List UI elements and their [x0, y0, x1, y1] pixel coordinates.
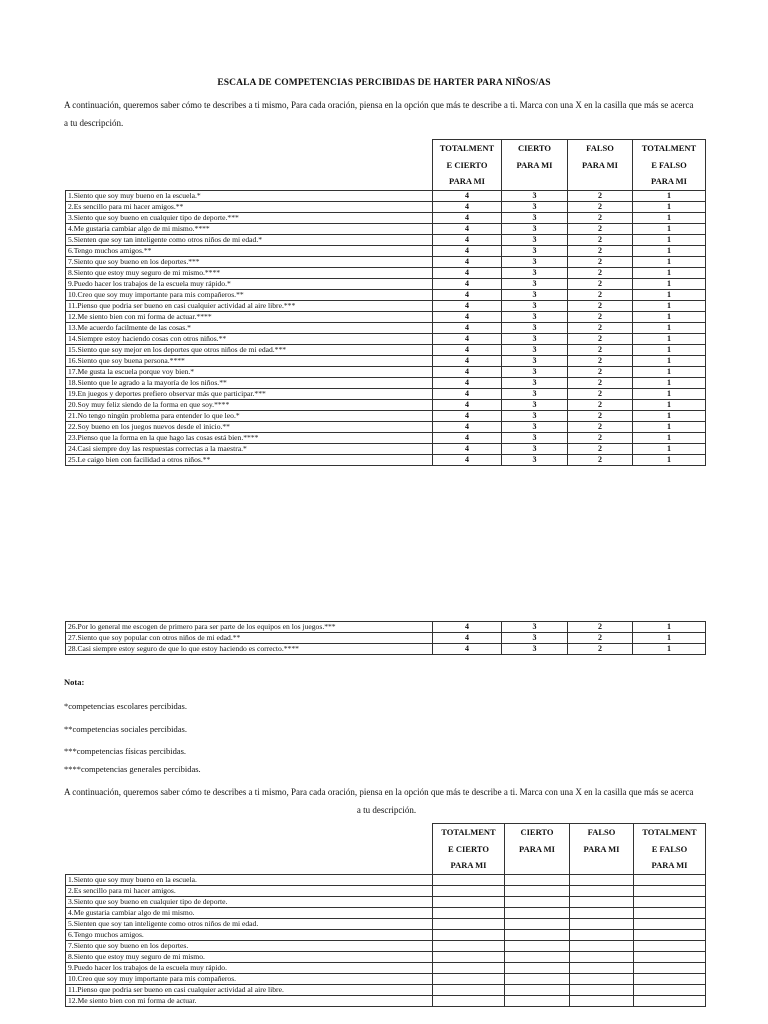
- score-cell: 4: [433, 278, 502, 289]
- score-cell: 1: [633, 377, 706, 388]
- item-statement: 28.Casi siempre estoy seguro de que lo que estoy haciendo es correcto.****: [66, 644, 433, 655]
- answer-checkbox-cell[interactable]: [570, 874, 634, 885]
- score-cell: 1: [633, 644, 706, 655]
- score-cell: 3: [502, 278, 568, 289]
- score-cell: 4: [433, 388, 502, 399]
- answer-checkbox-cell[interactable]: [505, 984, 570, 995]
- score-cell: 1: [633, 223, 706, 234]
- item-statement: 1.Siento que soy muy bueno en la escuela.*: [66, 190, 433, 201]
- score-cell: 4: [433, 311, 502, 322]
- score-cell: 1: [633, 622, 706, 633]
- score-cell: 1: [633, 399, 706, 410]
- answer-checkbox-cell[interactable]: [505, 907, 570, 918]
- answer-checkbox-cell[interactable]: [570, 995, 634, 1006]
- score-cell: 3: [502, 311, 568, 322]
- score-cell: 2: [568, 212, 633, 223]
- item-statement: 17.Me gusta la escuela porque voy bien.*: [66, 366, 433, 377]
- score-cell: 1: [633, 366, 706, 377]
- answer-row: [66, 973, 706, 984]
- score-cell: 3: [502, 201, 568, 212]
- item-statement: 23.Pienso que la forma en la que hago las cosas está bien.****: [66, 432, 433, 443]
- answer-checkbox-cell[interactable]: [570, 951, 634, 962]
- score-cell: 1: [633, 212, 706, 223]
- intro-paragraph: [64, 96, 709, 132]
- table-row: [66, 344, 706, 355]
- score-cell: 2: [568, 333, 633, 344]
- score-cell: 3: [502, 432, 568, 443]
- score-cell: 2: [568, 410, 633, 421]
- note-escolares: *competencias escolares percibidas.: [64, 701, 187, 711]
- item-statement: 10.Creo que soy muy importante para mis compañeros.: [66, 973, 433, 984]
- item-statement: 11.Pienso que podria ser bueno en casi cualquier actividad al aire libre.***: [66, 300, 433, 311]
- item-statement: 7.Siento que soy bueno en los deportes.***: [66, 256, 433, 267]
- table-row: [66, 201, 706, 212]
- table-row: [66, 410, 706, 421]
- score-cell: 2: [568, 644, 633, 655]
- table-row: [66, 190, 706, 201]
- score-cell: 2: [568, 311, 633, 322]
- item-statement: 22.Soy bueno en los juegos nuevos desde el inicio.**: [66, 421, 433, 432]
- answer-checkbox-cell[interactable]: [570, 907, 634, 918]
- answer-checkbox-cell[interactable]: [433, 973, 505, 984]
- score-cell: 3: [502, 443, 568, 454]
- answer-checkbox-cell[interactable]: [634, 885, 706, 896]
- score-cell: 4: [433, 410, 502, 421]
- answer-row: [66, 984, 706, 995]
- table-row: [66, 267, 706, 278]
- score-cell: 4: [433, 190, 502, 201]
- item-statement: 4.Me gustaria cambiar algo de mi mismo.: [66, 907, 433, 918]
- score-cell: 2: [568, 234, 633, 245]
- answer-checkbox-cell[interactable]: [634, 940, 706, 951]
- score-cell: 3: [502, 223, 568, 234]
- score-cell: 3: [502, 190, 568, 201]
- score-cell: 1: [633, 256, 706, 267]
- answer-header-blank-cell: [66, 824, 433, 875]
- answer-checkbox-cell[interactable]: [433, 896, 505, 907]
- score-cell: 4: [433, 622, 502, 633]
- answer-row: [66, 940, 706, 951]
- score-cell: 4: [433, 256, 502, 267]
- answer-row: [66, 896, 706, 907]
- score-cell: 2: [568, 622, 633, 633]
- header-totalmente-falso: TOTALMENT E FALSO PARA MI: [633, 140, 706, 191]
- table-row: [66, 300, 706, 311]
- score-cell: 3: [502, 355, 568, 366]
- item-statement: 11.Pienso que podria ser bueno en casi cualquier actividad al aire libre.: [66, 984, 433, 995]
- item-statement: 19.En juegos y deportes prefiero observar más que participar.***: [66, 388, 433, 399]
- header-cierto: CIERTO PARA MI: [502, 140, 568, 191]
- table-row: [66, 644, 706, 655]
- score-cell: 4: [433, 212, 502, 223]
- score-cell: 3: [502, 245, 568, 256]
- answer-checkbox-cell[interactable]: [570, 940, 634, 951]
- score-cell: 4: [433, 344, 502, 355]
- table-row: [66, 311, 706, 322]
- score-cell: 2: [568, 344, 633, 355]
- score-cell: 4: [433, 421, 502, 432]
- score-cell: 2: [568, 421, 633, 432]
- item-statement: 12.Me siento bien con mi forma de actuar.: [66, 995, 433, 1006]
- scale-table-2: [65, 621, 706, 655]
- table-row: [66, 421, 706, 432]
- score-cell: 3: [502, 633, 568, 644]
- answer-header-totalmente-falso: TOTALMENT E FALSO PARA MI: [634, 824, 706, 875]
- score-cell: 3: [502, 234, 568, 245]
- score-cell: 2: [568, 278, 633, 289]
- note-sociales: **competencias sociales percibidas.: [64, 724, 187, 734]
- score-cell: 1: [633, 190, 706, 201]
- item-statement: 14.Siempre estoy haciendo cosas con otros niños.**: [66, 333, 433, 344]
- score-cell: 1: [633, 322, 706, 333]
- intro-line-2: a tu descripción.: [64, 118, 124, 128]
- score-cell: 4: [433, 300, 502, 311]
- score-cell: 3: [502, 421, 568, 432]
- note-fisicas: ***competencias físicas percibidas.: [64, 746, 187, 756]
- answer-row: [66, 918, 706, 929]
- answer-checkbox-cell[interactable]: [634, 907, 706, 918]
- score-cell: 2: [568, 355, 633, 366]
- score-cell: 1: [633, 267, 706, 278]
- item-statement: 5.Sienten que soy tan inteligente como otros niños de mi edad.*: [66, 234, 433, 245]
- table-row: [66, 333, 706, 344]
- answer-checkbox-cell[interactable]: [505, 951, 570, 962]
- score-cell: 3: [502, 300, 568, 311]
- table-row: [66, 399, 706, 410]
- answer-table: [65, 823, 706, 1007]
- answer-checkbox-cell[interactable]: [634, 995, 706, 1006]
- answer-checkbox-cell[interactable]: [634, 918, 706, 929]
- table-row: [66, 454, 706, 465]
- score-cell: 3: [502, 333, 568, 344]
- header-blank-cell: [66, 140, 433, 191]
- score-cell: 3: [502, 377, 568, 388]
- score-cell: 4: [433, 432, 502, 443]
- answer-row: [66, 929, 706, 940]
- score-cell: 4: [433, 333, 502, 344]
- answer-checkbox-cell[interactable]: [505, 973, 570, 984]
- item-statement: 3.Siento que soy bueno en cualquier tipo de deporte.***: [66, 212, 433, 223]
- score-cell: 4: [433, 322, 502, 333]
- note-generales: ****competencias generales percibidas.: [64, 764, 201, 774]
- score-cell: 3: [502, 388, 568, 399]
- score-cell: 3: [502, 322, 568, 333]
- score-cell: 3: [502, 212, 568, 223]
- answer-checkbox-cell[interactable]: [634, 896, 706, 907]
- answer-checkbox-cell[interactable]: [433, 995, 505, 1006]
- table-row: [66, 622, 706, 633]
- score-cell: 2: [568, 366, 633, 377]
- score-cell: 1: [633, 421, 706, 432]
- table-row: [66, 212, 706, 223]
- score-cell: 1: [633, 245, 706, 256]
- table-row: [66, 289, 706, 300]
- table-row: [66, 633, 706, 644]
- score-cell: 4: [433, 201, 502, 212]
- item-statement: 13.Me acuerdo facilmente de las cosas.*: [66, 322, 433, 333]
- item-statement: 6.Tengo muchos amigos.: [66, 929, 433, 940]
- item-statement: 20.Soy muy feliz siendo de la forma en que soy.****: [66, 399, 433, 410]
- table-row: [66, 245, 706, 256]
- table-row: [66, 443, 706, 454]
- answer-header-cierto: CIERTO PARA MI: [505, 824, 570, 875]
- answer-checkbox-cell[interactable]: [505, 918, 570, 929]
- table-row: [66, 278, 706, 289]
- answer-row: [66, 885, 706, 896]
- score-cell: 1: [633, 388, 706, 399]
- note-heading: Nota:: [64, 677, 85, 687]
- answer-checkbox-cell[interactable]: [570, 984, 634, 995]
- score-cell: 2: [568, 432, 633, 443]
- score-cell: 3: [502, 622, 568, 633]
- item-statement: 5.Sienten que soy tan inteligente como otros niños de mi edad.: [66, 918, 433, 929]
- item-statement: 15.Siento que soy mejor en los deportes que otros niños de mi edad.***: [66, 344, 433, 355]
- item-statement: 16.Siento que soy buena persona.****: [66, 355, 433, 366]
- score-cell: 2: [568, 454, 633, 465]
- score-cell: 1: [633, 234, 706, 245]
- score-cell: 4: [433, 399, 502, 410]
- item-statement: 2.Es sencillo para mi hacer amigos.**: [66, 201, 433, 212]
- score-cell: 1: [633, 333, 706, 344]
- score-cell: 1: [633, 410, 706, 421]
- score-cell: 2: [568, 190, 633, 201]
- answer-row: [66, 995, 706, 1006]
- score-cell: 1: [633, 432, 706, 443]
- answer-checkbox-cell[interactable]: [505, 940, 570, 951]
- score-cell: 3: [502, 267, 568, 278]
- table-row: [66, 223, 706, 234]
- score-cell: 1: [633, 278, 706, 289]
- answer-header-row: [66, 824, 706, 875]
- answer-checkbox-cell[interactable]: [433, 940, 505, 951]
- answer-row: [66, 907, 706, 918]
- answer-row: [66, 874, 706, 885]
- score-cell: 4: [433, 245, 502, 256]
- intro2-line-2: a tu descripción.: [356, 805, 417, 815]
- score-cell: 2: [568, 245, 633, 256]
- score-cell: 1: [633, 300, 706, 311]
- answer-row: [66, 962, 706, 973]
- score-cell: 3: [502, 454, 568, 465]
- answer-checkbox-cell[interactable]: [634, 874, 706, 885]
- answer-checkbox-cell[interactable]: [505, 885, 570, 896]
- score-cell: 3: [502, 644, 568, 655]
- item-statement: 12.Me siento bien con mi forma de actuar.****: [66, 311, 433, 322]
- answer-checkbox-cell[interactable]: [433, 951, 505, 962]
- item-statement: 8.Siento que estoy muy seguro de mi mismo.****: [66, 267, 433, 278]
- answer-checkbox-cell[interactable]: [570, 973, 634, 984]
- answer-checkbox-cell[interactable]: [433, 929, 505, 940]
- answer-checkbox-cell[interactable]: [634, 984, 706, 995]
- table-row: [66, 377, 706, 388]
- score-cell: 4: [433, 289, 502, 300]
- item-statement: 3.Siento que soy bueno en cualquier tipo de deporte.: [66, 896, 433, 907]
- item-statement: 24.Casi siempre doy las respuestas correctas a la maestra.*: [66, 443, 433, 454]
- score-cell: 4: [433, 366, 502, 377]
- item-statement: 8.Siento que estoy muy seguro de mi mismo.: [66, 951, 433, 962]
- table-row: [66, 388, 706, 399]
- score-cell: 2: [568, 322, 633, 333]
- header-totalmente-cierto: TOTALMENT E CIERTO PARA MI: [433, 140, 502, 191]
- score-cell: 1: [633, 344, 706, 355]
- table-row: [66, 366, 706, 377]
- score-cell: 2: [568, 633, 633, 644]
- score-cell: 4: [433, 644, 502, 655]
- item-statement: 4.Me gustaria cambiar algo de mi mismo.****: [66, 223, 433, 234]
- score-cell: 2: [568, 388, 633, 399]
- answer-checkbox-cell[interactable]: [433, 874, 505, 885]
- score-cell: 1: [633, 311, 706, 322]
- score-cell: 2: [568, 443, 633, 454]
- answer-checkbox-cell[interactable]: [433, 984, 505, 995]
- score-cell: 3: [502, 366, 568, 377]
- score-cell: 1: [633, 633, 706, 644]
- score-cell: 4: [433, 234, 502, 245]
- item-statement: 1.Siento que soy muy bueno en la escuela.: [66, 874, 433, 885]
- item-statement: 10.Creo que soy muy importante para mis compañeros.**: [66, 289, 433, 300]
- item-statement: 21.No tengo ningún problema para entender lo que leo.*: [66, 410, 433, 421]
- table-row: [66, 432, 706, 443]
- answer-checkbox-cell[interactable]: [505, 962, 570, 973]
- table-row: [66, 234, 706, 245]
- answer-checkbox-cell[interactable]: [505, 929, 570, 940]
- item-statement: 26.Por lo general me escogen de primero para ser parte de los equipos en los juegos.***: [66, 622, 433, 633]
- intro2-line-1: A continuación, queremos saber cómo te describes a ti mismo, Para cada oración, piensa en la opción que más te describe a ti. Marca con una X en la casilla que más se acerca: [64, 787, 694, 797]
- score-cell: 2: [568, 377, 633, 388]
- score-cell: 4: [433, 443, 502, 454]
- answer-checkbox-cell[interactable]: [505, 874, 570, 885]
- answer-checkbox-cell[interactable]: [634, 962, 706, 973]
- score-cell: 1: [633, 201, 706, 212]
- item-statement: 2.Es sencillo para mi hacer amigos.: [66, 885, 433, 896]
- table-row: [66, 322, 706, 333]
- answer-checkbox-cell[interactable]: [433, 918, 505, 929]
- answer-checkbox-cell[interactable]: [570, 918, 634, 929]
- score-cell: 2: [568, 300, 633, 311]
- intro-paragraph-2: [64, 783, 709, 819]
- answer-checkbox-cell[interactable]: [634, 951, 706, 962]
- score-cell: 4: [433, 267, 502, 278]
- score-cell: 3: [502, 344, 568, 355]
- score-cell: 1: [633, 443, 706, 454]
- table-header-row: [66, 140, 706, 191]
- answer-checkbox-cell[interactable]: [505, 995, 570, 1006]
- answer-checkbox-cell[interactable]: [634, 973, 706, 984]
- header-falso: FALSO PARA MI: [568, 140, 633, 191]
- item-statement: 9.Puedo hacer los trabajos de la escuela muy rápido.*: [66, 278, 433, 289]
- score-cell: 3: [502, 256, 568, 267]
- score-cell: 2: [568, 399, 633, 410]
- answer-checkbox-cell[interactable]: [570, 885, 634, 896]
- answer-header-totalmente-cierto: TOTALMENT E CIERTO PARA MI: [433, 824, 505, 875]
- score-cell: 2: [568, 256, 633, 267]
- item-statement: 7.Siento que soy bueno en los deportes.: [66, 940, 433, 951]
- table-row: [66, 355, 706, 366]
- score-cell: 2: [568, 267, 633, 278]
- score-cell: 1: [633, 289, 706, 300]
- score-cell: 2: [568, 223, 633, 234]
- score-cell: 3: [502, 410, 568, 421]
- score-cell: 2: [568, 201, 633, 212]
- score-cell: 4: [433, 633, 502, 644]
- item-statement: 9.Puedo hacer los trabajos de la escuela muy rápido.: [66, 962, 433, 973]
- answer-checkbox-cell[interactable]: [570, 896, 634, 907]
- answer-checkbox-cell[interactable]: [433, 885, 505, 896]
- score-cell: 4: [433, 355, 502, 366]
- item-statement: 27.Siento que soy popular con otros niños de mi edad.**: [66, 633, 433, 644]
- answer-checkbox-cell[interactable]: [433, 962, 505, 973]
- score-cell: 2: [568, 289, 633, 300]
- intro-line-1: A continuación, queremos saber cómo te describes a ti mismo, Para cada oración, piensa en la opción que más te describe a ti. Marca con una X en la casilla que más se acerca: [64, 100, 694, 110]
- answer-checkbox-cell[interactable]: [433, 907, 505, 918]
- scale-table-1: [65, 139, 706, 466]
- item-statement: 18.Siento que le agrado a la mayoría de los niños.**: [66, 377, 433, 388]
- score-cell: 3: [502, 399, 568, 410]
- answer-row: [66, 951, 706, 962]
- item-statement: 25.Le caigo bien con facilidad a otros niños.**: [66, 454, 433, 465]
- item-statement: 6.Tengo muchos amigos.**: [66, 245, 433, 256]
- score-cell: 4: [433, 377, 502, 388]
- answer-checkbox-cell[interactable]: [634, 929, 706, 940]
- document-title: ESCALA DE COMPETENCIAS PERCIBIDAS DE HARTER PARA NIÑOS/AS: [217, 78, 551, 88]
- answer-checkbox-cell[interactable]: [505, 896, 570, 907]
- answer-header-falso: FALSO PARA MI: [570, 824, 634, 875]
- score-cell: 1: [633, 355, 706, 366]
- answer-checkbox-cell[interactable]: [570, 962, 634, 973]
- table-row: [66, 256, 706, 267]
- score-cell: 1: [633, 454, 706, 465]
- score-cell: 4: [433, 223, 502, 234]
- score-cell: 4: [433, 454, 502, 465]
- answer-checkbox-cell[interactable]: [570, 929, 634, 940]
- score-cell: 3: [502, 289, 568, 300]
